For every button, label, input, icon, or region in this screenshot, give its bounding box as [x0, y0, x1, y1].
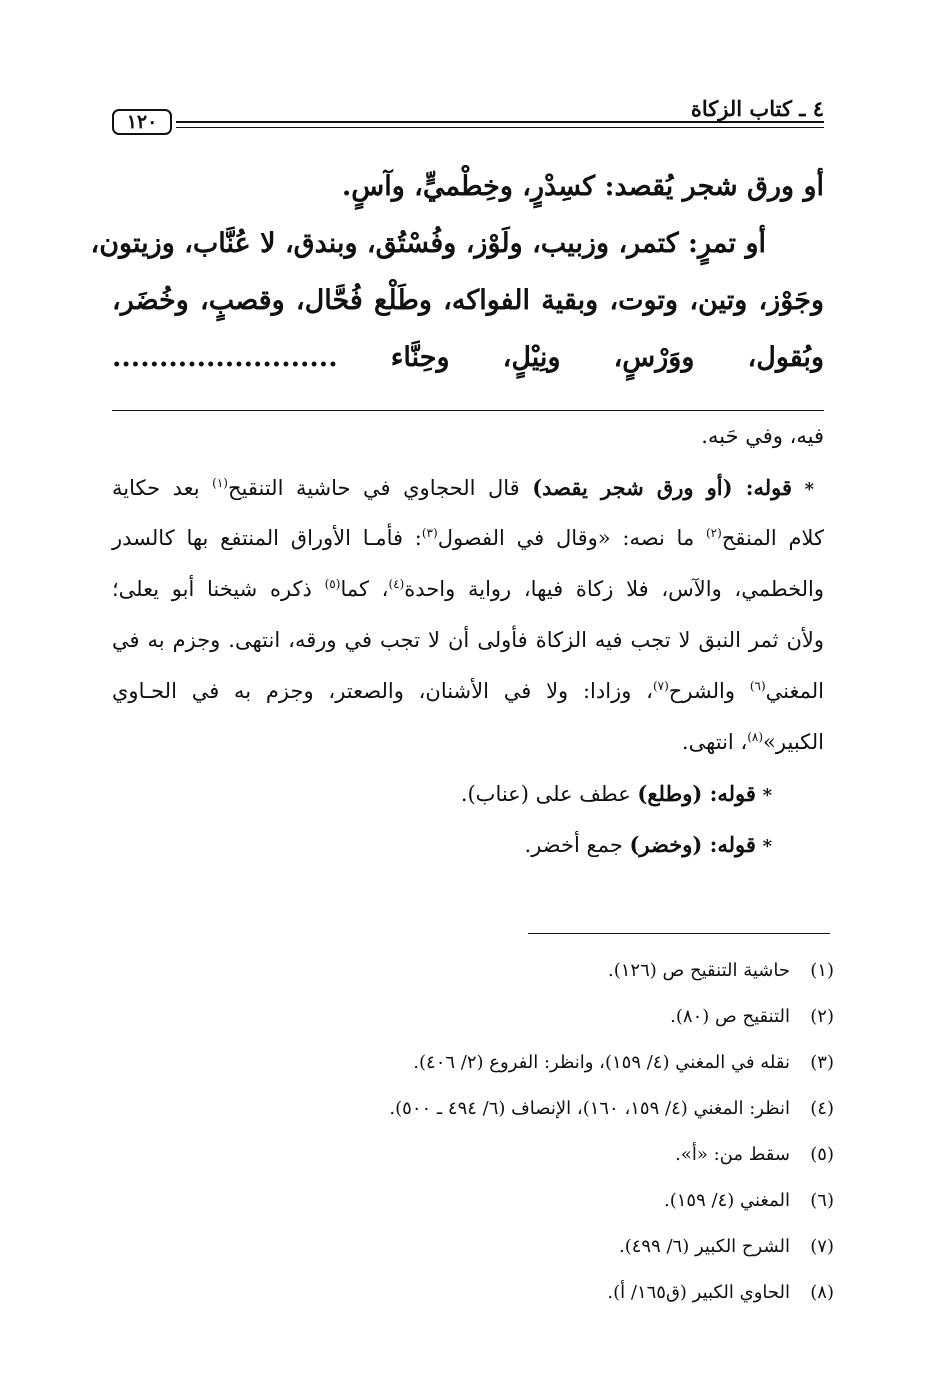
commentary [112, 411, 824, 870]
text-span: والخطمي، والآس، فلا زكاة فيها، رواية واحدة [404, 577, 824, 601]
text-span: عطف على (عناب). [460, 782, 638, 806]
footnote-ref-3: (٣) [421, 526, 438, 540]
quote-head-1: قوله: (أو ورق شجر يقصد) [532, 475, 793, 500]
footnote-text: سقط من: «أ». [675, 1144, 790, 1165]
star-marker: * [762, 836, 772, 857]
footnote-ref-1: (١) [212, 476, 228, 490]
footnote-6 [112, 1178, 834, 1224]
commentary-para-1-line-4: ولأن ثمر النبق لا تجب فيه الزكاة فأولى أن لا تجب في ورقه، انتهى. وجزم به في [112, 628, 824, 652]
text-span: جمع أخضر. [524, 833, 630, 857]
text-span: ، كما [340, 577, 389, 601]
footnote-number: (٣) [810, 1052, 834, 1073]
main-line-4 [112, 329, 824, 386]
footnote-text: الشرح الكبير (٦/ ٤٩٩). [618, 1236, 790, 1257]
main-line-4-text: وبُقول، ووَرْسٍ، ونِيْلٍ، وحِنَّاء [390, 342, 824, 373]
commentary-para-1-line-1 [112, 462, 824, 513]
commentary-para-1-line-6 [112, 717, 824, 768]
page-header [112, 96, 824, 146]
footnote-5 [112, 1132, 834, 1178]
commentary-quote-2 [112, 768, 824, 819]
text-span: : فأمـا الأوراق المنتفع بها كالسدر [112, 526, 422, 550]
footnote-text: نقله في المغني (٤/ ١٥٩)، وانظر: الفروع (٢/ ٤٠٦). [413, 1052, 790, 1073]
star-marker: * [762, 785, 772, 806]
text-span: الكبير» [763, 730, 824, 754]
star-marker: * قوله: (أو ورق شجر يقصد) [532, 475, 815, 500]
footnote-1 [112, 948, 834, 994]
text-span: والشرح [668, 679, 750, 703]
main-line-3: وجَوْز، وتين، وتوت، وبقية الفواكه، وطَلْع فُحَّال، وقصبٍ، وخُضَر، [112, 285, 824, 316]
commentary-quote-3 [112, 819, 824, 870]
text-span: قال الحجاوي في حاشية التنقيح [227, 476, 533, 500]
text-span: المغني [765, 679, 824, 703]
text-span: ذكره شيخنا أبو يعلى؛ [112, 577, 325, 601]
main-line-2: أو تمرٍ: كتمر، وزبيب، ولَوْز، وفُسْتُق، وبندق، لا عُنَّاب، وزيتون، [90, 228, 766, 259]
text-span: ، وزادا: ولا في الأشنان، والصعتر، وجزم به في الحـاوي [112, 679, 653, 703]
footnote-rule [528, 933, 830, 934]
header-rule-thin [176, 127, 824, 128]
commentary-para-1-line-2 [112, 513, 824, 564]
footnote-number: (٦) [810, 1190, 834, 1211]
text-span: ما نصه: «وقال في الفصول [437, 526, 706, 550]
chapter-title: ٤ ـ كتاب الزكاة [690, 96, 824, 121]
footnote-text: انظر: المغني (٤/ ١٥٩، ١٦٠)، الإنصاف (٦/ ٤٩٤ ـ ٥٠٠). [389, 1098, 790, 1119]
text-span: كلام المنقح [721, 526, 825, 550]
commentary-para-1-line-3 [112, 564, 824, 615]
footnote-number: (٧) [810, 1236, 834, 1257]
footnote-text: حاشية التنقيح ص (١٢٦). [608, 960, 790, 981]
footnote-8 [112, 1270, 834, 1316]
footnote-ref-5: (٥) [324, 577, 341, 591]
footnotes [112, 948, 834, 1316]
footnote-number: (٨) [810, 1282, 834, 1303]
footnote-number: (٤) [810, 1098, 834, 1119]
commentary-para-1-line-5 [112, 666, 824, 717]
footnote-3 [112, 1040, 834, 1086]
footnote-ref-8: (٨) [747, 730, 764, 744]
footnote-7 [112, 1224, 834, 1270]
footnote-ref-6: (٦) [749, 679, 766, 693]
footnote-text: الحاوي الكبير (ق١٦٥/ أ). [607, 1282, 790, 1303]
header-rule-thick [176, 121, 824, 123]
footnote-number: (٥) [810, 1144, 834, 1165]
footnote-ref-4: (٤) [388, 577, 405, 591]
footnote-text: التنقيح ص (٨٠). [670, 1006, 790, 1027]
quote-head-3: قوله: (وخضر) [629, 832, 756, 857]
text-span: ، انتهى. [681, 730, 748, 754]
main-line-1: أو ورق شجر يُقصد: كسِدْرٍ، وخِطْميٍّ، وآسٍ. [341, 171, 824, 202]
footnote-number: (٢) [810, 1006, 834, 1027]
quote-head-2: قوله: (وطلع) [637, 781, 756, 806]
text-span: بعد حكاية [112, 476, 213, 500]
commentary-line-1: فيه، وفي حَبه. [701, 424, 824, 448]
footnote-text: المغني (٤/ ١٥٩). [664, 1190, 790, 1211]
footnote-number: (١) [810, 960, 834, 981]
page-number: ١٢٠ [112, 109, 172, 135]
footnote-ref-2: (٢) [705, 526, 722, 540]
main-text [90, 158, 824, 386]
footnote-4 [112, 1086, 834, 1132]
main-line-4-dots: ........................ [112, 342, 338, 373]
footnote-ref-7: (٧) [652, 679, 669, 693]
footnote-2 [112, 994, 834, 1040]
